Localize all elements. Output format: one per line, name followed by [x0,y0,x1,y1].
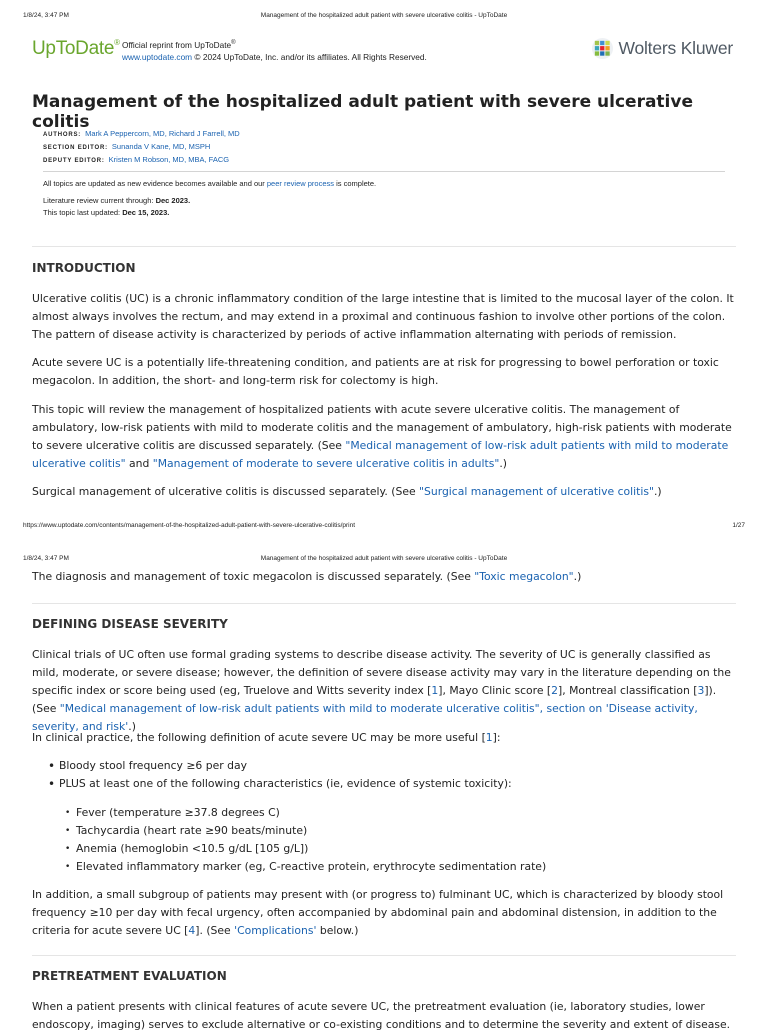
authors-row: AUTHORS: Mark A Peppercorn, MD, Richard J Farrell, MD [43,129,240,138]
systemic-toxicity-list [65,804,725,876]
intro-paragraph-4: Surgical management of ulcerative colitis is discussed separately. (See "Surgical management of ulcerative colitis".) [32,485,662,498]
authors-link[interactable]: Mark A Peppercorn, MD, Richard J Farrell, MD [85,129,240,138]
divider [32,246,736,247]
section-heading-introduction: INTRODUCTION [32,261,136,275]
link-medical-management-mild-moderate[interactable]: "Medical management of low-risk adult patients with mild to moderate ulcerative colitis" [32,439,729,470]
severity-criteria-list [48,757,728,793]
pretreatment-paragraph-1: When a patient presents with clinical features of acute severe UC, the pretreatment evaluation (ie, laboratory studies, lower endoscopy, imaging) serves to exclude alternative or co-existing conditions and to determine the severity and extent of disease. [32,1000,731,1031]
print-date: 1/8/24, 3:47 PM [23,12,69,19]
divider [43,171,725,172]
brand-bar [32,36,736,76]
uptodate-site-link[interactable]: www.uptodate.com [122,51,193,62]
divider [32,955,736,956]
section-editor-row: SECTION EDITOR: Sunanda V Kane, MD, MSPH [43,142,211,151]
reference-link[interactable]: 1 [431,684,439,697]
uptodate-logo[interactable]: UpToDate® [32,38,120,59]
print-url: https://www.uptodate.com/contents/management-of-the-hospitalized-adult-patient-with-severe-ulcerative-colitis/print [23,522,356,529]
severity-paragraph-3: In addition, a small subgroup of patients may present with (or progress to) fulminant UC, which is characterized by bloody stool frequency ≥10 per day with fecal urgency, often accompanied by abdominal pain and abdominal distension, in addition to the criteria for acute severe UC [4]. (See 'Complications' below.) [32,888,724,937]
print-title: Management of the hospitalized adult patient with severe ulcerative colitis - UpToDate [260,12,508,19]
page-title: Management of the hospitalized adult patient with severe ulcerative colitis [32,92,693,132]
review-info: All topics are updated as new evidence becomes available and our peer review process is complete. Literature review current through: Dec 2023. This topic last updated: Dec 15, 2023. [43,179,377,217]
wolters-kluwer-globe-icon [591,37,614,60]
last-updated-date: This topic last updated: Dec 15, 2023. [43,208,170,217]
peer-review-link[interactable]: peer review process [266,179,335,188]
literature-review-date: Literature review current through: Dec 2023. [43,196,191,205]
severity-paragraph-1: Clinical trials of UC often use formal grading systems to describe disease activity. The severity of UC is generally classified as mild, moderate, or severe disease; however, the definition of severe disease activity may vary in the literature depending on the specific index or score being used (eg, Truelove and Witts severity index [1], Mayo Clinic score [2], Montreal classification [3]). (See "Medical management of low-risk adult patients with mild to moderate ulcerative colitis", section on 'Disease activity, severity, and risk'.) [32,648,731,733]
intro-paragraph-3: This topic will review the management of hospitalized patients with acute severe ulcerative colitis. The management of ambulatory, low-risk patients with mild to moderate colitis and the management of ambulatory, high-risk patients with moderate to severe ulcerative colitis are discussed separately. (See "Medical management of low-risk adult patients with mild to moderate ulcerative colitis" and "Management of moderate to severe ulcerative colitis in adults".) [32,403,732,470]
reference-link[interactable]: 1 [485,731,493,744]
reference-link[interactable]: 3 [697,684,705,697]
reference-link[interactable]: 2 [551,684,558,697]
link-surgical-management[interactable]: "Surgical management of ulcerative colitis" [419,485,654,498]
intro-paragraph-2: Acute severe UC is a potentially life-threatening condition, and patients are at risk for progressing to bowel perforation or toxic megacolon. In addition, the short- and long-term risk for colectomy is high. [32,356,719,387]
list-item: • PLUS at least one of the following characteristics (ie, evidence of systemic toxicity): [48,775,728,793]
list-item: • Tachycardia (heart rate ≥90 beats/minute) [65,822,725,840]
page-number: 1/27 [732,522,745,529]
link-management-moderate-severe[interactable]: "Management of moderate to severe ulcerative colitis in adults" [152,457,500,470]
wolters-kluwer-logo[interactable] [591,37,733,60]
list-item: • Anemia (hemoglobin <10.5 g/dL [105 g/L]) [65,840,725,858]
link-disease-activity-severity-risk[interactable]: "Medical management of low-risk adult patients with mild to moderate ulcerative colitis", section on 'Disease activity, severity, and risk' [32,702,698,733]
list-item: • Elevated inflammatory marker (eg, C-reactive protein, erythrocyte sedimentation rate) [65,858,725,876]
deputy-editor-row: DEPUTY EDITOR: Kristen M Robson, MD, MBA, FACG [43,155,230,164]
deputy-editor-link[interactable]: Kristen M Robson, MD, MBA, FACG [108,155,230,164]
section-editor-link[interactable]: Sunanda V Kane, MD, MSPH [111,142,211,151]
divider [32,603,736,604]
print-title: Management of the hospitalized adult patient with severe ulcerative colitis - UpToDate [260,555,508,562]
list-item: • Fever (temperature ≥37.8 degrees C) [65,804,725,822]
link-toxic-megacolon[interactable]: "Toxic megacolon" [474,570,574,583]
section-heading-pretreatment: PRETREATMENT EVALUATION [32,969,227,983]
reprint-notice: Official reprint from UpToDate® www.uptodate.com © 2024 UpToDate, Inc. and/or its affiliates. All Rights Reserved. [122,39,427,62]
reference-link[interactable]: 4 [188,924,196,937]
section-heading-disease-severity: DEFINING DISEASE SEVERITY [32,617,228,631]
intro-paragraph-1: Ulcerative colitis (UC) is a chronic inflammatory condition of the large intestine that is limited to the mucosal layer of the colon. It almost always involves the rectum, and may extend in a proximal and continuous fashion to involve other portions of the colon. The pattern of disease activity is characterized by periods of active inflammation alternating with periods of remission. [32,292,734,341]
severity-paragraph-2: In clinical practice, the following definition of acute severe UC may be more useful [1]: [32,731,501,744]
print-footer [23,522,745,529]
link-complications[interactable]: 'Complications' [234,924,317,937]
list-item: • Bloody stool frequency ≥6 per day [48,757,728,775]
publisher-name: Wolters Kluwer [618,38,733,58]
intro-paragraph-5: The diagnosis and management of toxic megacolon is discussed separately. (See "Toxic megacolon".) [32,570,582,583]
print-date: 1/8/24, 3:47 PM [23,555,69,562]
contributors [43,128,240,167]
